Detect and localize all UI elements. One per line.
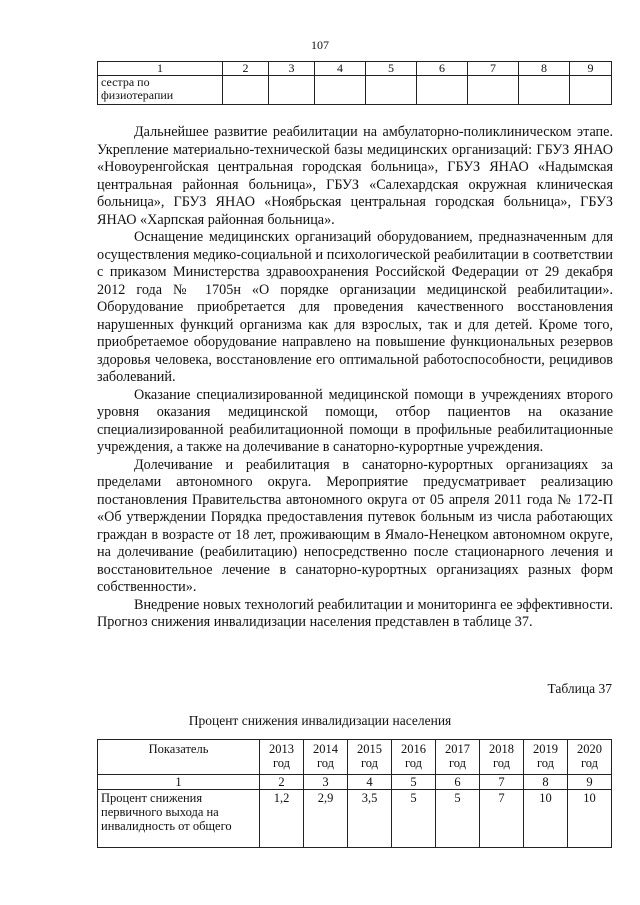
table-cell: 6 [436, 775, 480, 790]
table-cell: 4 [348, 775, 392, 790]
year-header [436, 740, 480, 775]
year: 2017 [445, 742, 470, 756]
year: 2016 [401, 742, 426, 756]
year-unit: год [360, 756, 379, 770]
year-unit: год [316, 756, 335, 770]
index-row [98, 775, 612, 790]
paragraph: Оснащение медицинских организаций оборудованием, предназначенным для осуществления медико-социальной и психологической реабилитации в соответствии с приказом Министерства здравоохранения Российской Федерации от 29 декабря 2012 года № 1705н «О порядке организации медицинской реабилитации». Оборудование приобретается для проведения качественного восстановления нарушенных функций организма как для взрослых, так и для детей. Кроме того, приобретаемое оборудование направлено на повышение функциональных резервов здоровья человека, восстановление его оптимальной работоспособности, рецидивов заболеваний. [97, 229, 613, 385]
year-unit: год [404, 756, 423, 770]
year-unit: год [272, 756, 291, 770]
table-cell [570, 76, 612, 105]
year-unit: год [536, 756, 555, 770]
table-row [98, 790, 612, 848]
table-cell: 7 [468, 62, 519, 76]
table-cell: 8 [524, 775, 568, 790]
value-cell: 7 [480, 790, 524, 848]
value-cell: 5 [392, 790, 436, 848]
table-cell [468, 76, 519, 105]
table-cell: 2 [260, 775, 304, 790]
year: 2014 [313, 742, 338, 756]
body-text [97, 124, 613, 632]
year: 2015 [357, 742, 382, 756]
year-header [304, 740, 348, 775]
table-cell [366, 76, 417, 105]
value-cell: 2,9 [304, 790, 348, 848]
row-label: Процент снижения первичного выхода на инвалидность от общего [98, 790, 260, 848]
year-header [480, 740, 524, 775]
top-table [97, 61, 612, 105]
year: 2020 [577, 742, 602, 756]
value-cell: 10 [524, 790, 568, 848]
table-title: Процент снижения инвалидизации населения [188, 713, 452, 728]
table-cell [223, 76, 269, 105]
table-cell: 1 [98, 775, 260, 790]
year: 2013 [269, 742, 294, 756]
year-header [524, 740, 568, 775]
table-cell: 7 [480, 775, 524, 790]
table-cell: 9 [568, 775, 612, 790]
header-row [98, 740, 612, 775]
table-cell: 4 [315, 62, 366, 76]
year-unit: год [492, 756, 511, 770]
value-cell: 10 [568, 790, 612, 848]
row-label-line: сестра по [101, 75, 150, 89]
row-label-line: физиотерапии [101, 88, 174, 102]
row-label [98, 76, 223, 105]
table-cell: 3 [304, 775, 348, 790]
paragraph: Оказание специализированной медицинской помощи в учреждениях второго уровня оказания медицинской помощи, отбор пациентов на оказание специализированной реабилитационной помощи в профильные реабилитационные учреждения, а также на долечивание в санаторно-курортные учреждения. [97, 386, 613, 455]
table-cell: 6 [417, 62, 468, 76]
table-cell: 3 [269, 62, 315, 76]
value-cell: 1,2 [260, 790, 304, 848]
top-table-row [98, 76, 612, 105]
year: 2019 [533, 742, 558, 756]
year-unit: год [580, 756, 599, 770]
page-number: 107 [311, 38, 329, 52]
year-header [568, 740, 612, 775]
year-unit: год [448, 756, 467, 770]
table-cell: 1 [98, 62, 223, 76]
disability-table [97, 739, 612, 848]
year: 2018 [489, 742, 514, 756]
header-label: Показатель [98, 740, 260, 775]
paragraph: Дальнейшее развитие реабилитации на амбулаторно-поликлиническом этапе. Укрепление материально-технической базы медицинских организаций: ГБУЗ ЯНАО «Новоуренгойская центральная городская больница», ГБУЗ ЯНАО «Надымская центральная районная больница», ГБУЗ «Салехардская окружная клиническая больница», ГБУЗ ЯНАО «Ноябрьская центральная городская больница», ГБУЗ ЯНАО «Харпская районная больница». [97, 124, 613, 228]
table-cell [417, 76, 468, 105]
table-cell: 5 [366, 62, 417, 76]
value-cell: 3,5 [348, 790, 392, 848]
value-cell: 5 [436, 790, 480, 848]
year-header [348, 740, 392, 775]
year-header [392, 740, 436, 775]
table-cell: 8 [519, 62, 570, 76]
table-cell [315, 76, 366, 105]
table-cell: 5 [392, 775, 436, 790]
table-caption: Таблица 37 [547, 681, 612, 696]
paragraph: Внедрение новых технологий реабилитации и мониторинга ее эффективности. Прогноз снижения инвалидизации населения представлен в таблице 37. [97, 596, 613, 630]
paragraph: Долечивание и реабилитация в санаторно-курортных организациях за пределами автономного округа. Мероприятие предусматривает реализацию постановления Правительства автономного округа от 05 апреля 2011 года № 172-П «Об утверждении Порядка предоставления путевок больным из числа работающих граждан в возрасте от 18 лет, проживающим в Ямало-Ненецком автономном округе, на долечивание (реабилитацию) непосредственно после стационарного лечения и восстановительное лечение в санаторно-курортных организациях разных форм собственности». [97, 456, 613, 595]
table-cell [519, 76, 570, 105]
table-cell [269, 76, 315, 105]
top-table-index-row [98, 62, 612, 76]
table-cell: 2 [223, 62, 269, 76]
table-cell: 9 [570, 62, 612, 76]
year-header [260, 740, 304, 775]
